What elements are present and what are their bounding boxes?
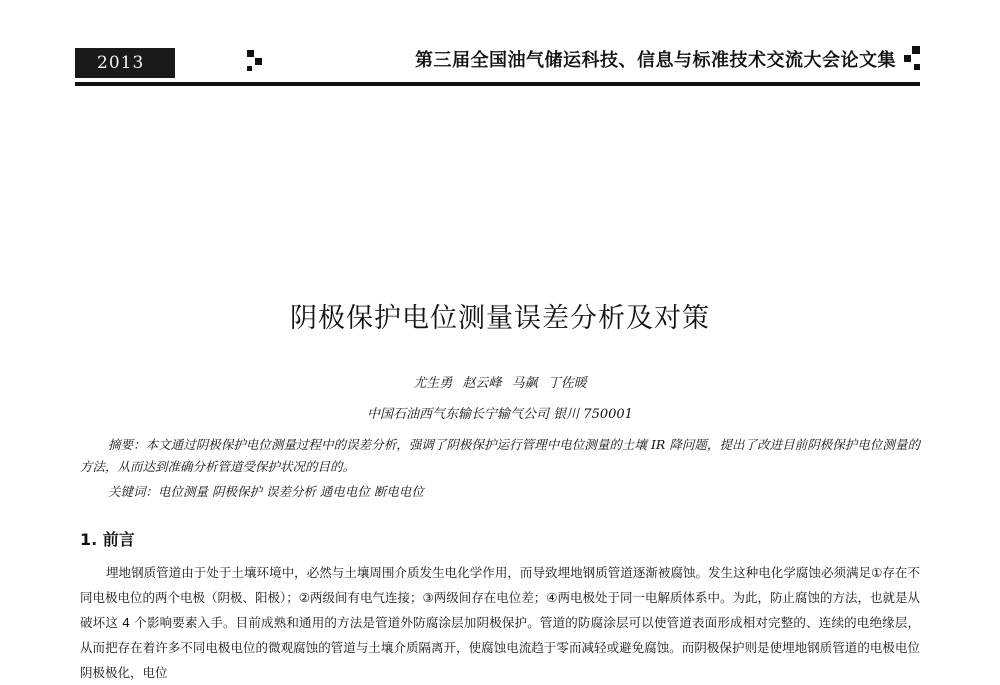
section-heading: 1. 前言 — [80, 530, 135, 549]
author-list: 尤生勇 赵云峰 马飙 丁佐暖 — [413, 376, 587, 391]
keywords-label: 关键词： — [108, 484, 159, 499]
keywords — [108, 482, 424, 500]
year-badge: 2013 — [75, 48, 175, 78]
running-header — [75, 42, 920, 86]
author-affiliation: 中国石油西气东输长宁输气公司 银川 750001 — [367, 407, 633, 422]
abstract — [80, 434, 920, 478]
abstract-text: 本文通过阴极保护电位测量过程中的误差分析，强调了阴极保护运行管理中电位测量的土壤 IR 降问题，提出了改进目前阴极保护电位测量的方法，从而达到准确分析管道受保护状况的目的。 — [80, 437, 920, 474]
body-paragraph: 埋地钢质管道由于处于土壤环境中，必然与土壤周围介质发生电化学作用，而导致埋地钢质管道逐渐被腐蚀。发生这种电化学腐蚀必须满足①存在不同电极电位的两个电极（阴极、阳极）；②两级间有电气连接；③两级间存在电位差；④两电极处于同一电解质体系中。为此，防止腐蚀的方法，也就是从破坏这 4 个影响要素入手。目前成熟和通用的方法是管道外防腐涂层加阴极保护。管道的防腐涂层可以使管道表面形成相对完整的、连续的电绝缘层，从而把存在着许多不同电极电位的微观腐蚀的管道与土壤介质隔离开，使腐蚀电流趋于零而减轻或避免腐蚀。而阴极保护则是使埋地钢质管道的电极电位阴极极化，电位 — [80, 565, 920, 680]
keywords-text: 电位测量 阴极保护 误差分析 通电电位 断电电位 — [158, 484, 424, 499]
abstract-label: 摘要： — [108, 437, 146, 452]
journal-title: 第三届全国油气储运科技、信息与标准技术交流大会论文集 — [415, 50, 896, 71]
paper-title: 阴极保护电位测量误差分析及对策 — [290, 303, 710, 334]
